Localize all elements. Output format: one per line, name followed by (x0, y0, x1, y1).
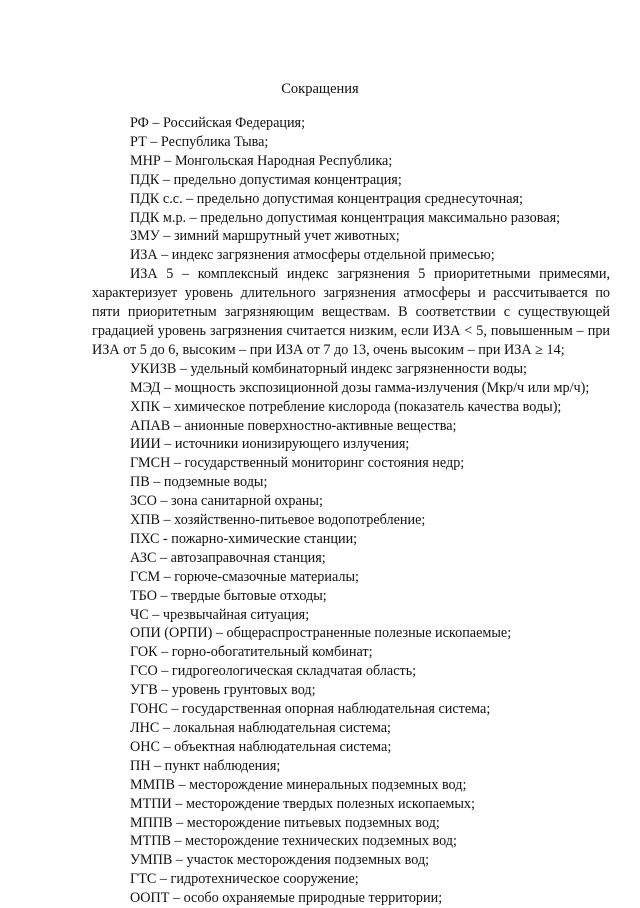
list-item: ПДК – предельно допустимая концентрация; (130, 171, 402, 188)
list-item: ПДК м.р. – предельно допустимая концентрация максимально разовая; (130, 209, 561, 226)
list-item: ПДК с.с. – предельно допустимая концентрация среднесуточная; (130, 190, 524, 207)
list-item: ГМСН – государственный мониторинг состояния недр; (130, 455, 465, 472)
list-item: МППВ – месторождение питьевых подземных вод; (130, 814, 440, 831)
list-item: МНР – Монгольская Народная Республика; (130, 152, 393, 169)
list-item: УГВ – уровень грунтовых вод; (130, 682, 316, 699)
list-item: ПН – пункт наблюдения; (130, 757, 281, 774)
list-item: ЧС – чрезвычайная ситуация; (130, 606, 310, 623)
list-item: РТ – Республика Тыва; (130, 133, 269, 150)
abbreviations-list (92, 114, 610, 908)
list-item: ГОНС – государственная опорная наблюдательная система; (130, 701, 491, 718)
list-item: ПХС - пожарно-химические станции; (130, 530, 358, 547)
list-item: УКИЗВ – удельный комбинаторный индекс загрязненности воды; (130, 360, 527, 377)
list-item: ПВ – подземные воды; (130, 474, 268, 491)
list-item: ХПВ – хозяйственно-питьевое водопотребление; (130, 512, 426, 529)
list-item: ГСО – гидрогеологическая складчатая область; (130, 663, 417, 680)
list-item: ЗМУ – зимний маршрутный учет животных; (130, 228, 400, 245)
list-item: ГСМ – горюче-смазочные материалы; (130, 568, 359, 585)
list-item: ГТС – гидротехническое сооружение; (130, 871, 359, 888)
list-item: АПАВ – анионные поверхностно-активные вещества; (130, 417, 457, 434)
list-item: ИЗА – индекс загрязнения атмосферы отдельной примесью; (130, 247, 495, 264)
list-item: ТБО – твердые бытовые отходы; (130, 587, 327, 604)
list-item: УМПВ – участок месторождения подземных вод; (130, 852, 430, 869)
list-item-paragraph: ИЗА 5 – комплексный индекс загрязнения 5 приоритетными примесями, характеризует уровень длительного загрязнения атмосферы и рассчитывается по пяти приоритетным загрязняющим веществам. В соответствии с существующей градацией уровень загрязнения считается низким, если ИЗА < 5, повышенным – при ИЗА от 5 до 6, высоким – при ИЗА от 7 до 13, очень высоким – при ИЗА ≥ 14; (92, 266, 610, 358)
list-item: ОПИ (ОРПИ) – общераспространенные полезные ископаемые; (130, 625, 512, 642)
list-item: МТПИ – месторождение твердых полезных ископаемых; (130, 795, 475, 812)
list-item: ГОК – горно-обогатительный комбинат; (130, 644, 373, 661)
list-item: ЛНС – локальная наблюдательная система; (130, 720, 391, 736)
page-title: Сокращения (281, 81, 359, 97)
list-item: ХПК – химическое потребление кислорода (показатель качества воды); (130, 398, 562, 415)
list-item: ЗСО – зона санитарной охраны; (130, 493, 323, 510)
list-item: МЭД – мощность экспозиционной дозы гамма-излучения (Мкр/ч или мр/ч); (130, 379, 590, 396)
list-item: ИИИ – источники ионизирующего излучения; (130, 436, 410, 453)
list-item: ООПТ – особо охраняемые природные территории; (130, 890, 443, 907)
list-item: ОНС – объектная наблюдательная система; (130, 738, 392, 755)
list-item: МТПВ – месторождение технических подземных вод; (130, 833, 457, 850)
list-item: РФ – Российская Федерация; (130, 115, 306, 131)
list-item: ММПВ – месторождение минеральных подземных вод; (130, 776, 467, 793)
list-item: АЗС – автозаправочная станция; (130, 549, 326, 566)
